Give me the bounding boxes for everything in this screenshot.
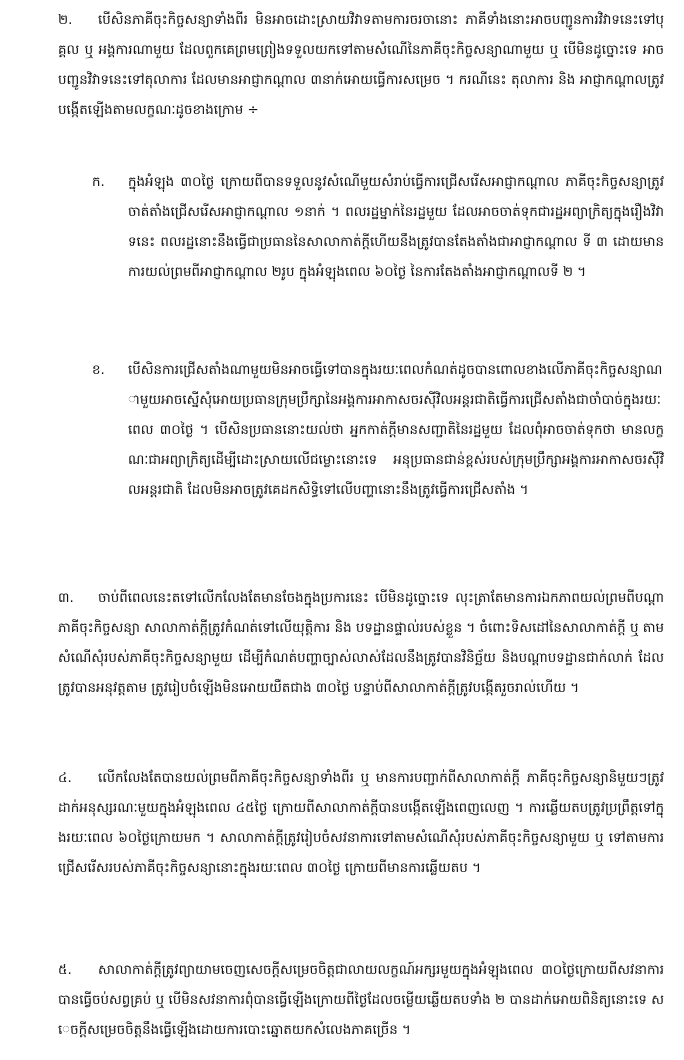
paragraph-2 bbox=[58, 6, 664, 126]
paragraph-number: ៤. bbox=[58, 771, 72, 786]
subparagraph-text: ក្នុងអំឡុង ៣០ថ្ងៃ ក្រោយពីបានទទួលនូវសំណើមួយសំរាប់ធ្វើការជ្រើសរើសអាជ្ញាកណ្តាល ភាគីចុះកិច្ចសន្យាត្រូវចាត់តាំងជ្រើសរើសអាជ្ញាកណ្តាល ១នាក់ ។ ពលរដ្ឋម្នាក់នៃរដ្ឋមួយ ដែលអាចចាត់ទុកជារដ្ឋអព្យាក្រិត្យក្នុងរឿងវិវាទនេះ ពលរដ្ឋនោះនឹងធ្វើជាប្រធាននៃសាលាកាត់ក្តីហើយនឹងត្រូវបានតែងតាំងជាអាជ្ញាកណ្តាល ទី ៣ ដោយមានការយល់ព្រមពីអាជ្ញាកណ្តាល ២រូប ក្នុងអំឡុងពេល ៦០ថ្ងៃ នៃការតែងតាំងអាជ្ញាកណ្តាលទី ២ ។ bbox=[128, 175, 664, 280]
paragraph-4 bbox=[58, 764, 664, 884]
subparagraph-a bbox=[92, 168, 664, 288]
paragraph-3 bbox=[58, 584, 664, 704]
paragraph-text: សាលាកាត់ក្តីត្រូវព្យាយាមចេញសេចក្តីសម្រេចចិត្តជាលាយលក្ខណ៍អក្សរមួយក្នុងអំឡុងពេល ៣០ថ្ងៃក្រោយពីសវនាការបានធ្វើចប់សព្វគ្រប់ ឬ បើមិនសវនាការពុំបានធ្វើឡើងក្រោយពីថ្ងៃដែលចម្លើយឆ្លើយតបទាំង ២ បានដាក់អោយពិនិត្យនោះទេ សេចក្តីសម្រេចចិត្តនឹងធ្វើឡើងដោយការបោះឆ្នោតយកសំលេងភាគច្រើន ។ bbox=[58, 963, 664, 1038]
paragraph-number: ២. bbox=[58, 13, 73, 28]
paragraph-number: ៣. bbox=[58, 591, 74, 606]
paragraph-5 bbox=[58, 956, 664, 1046]
paragraph-number: ៥. bbox=[58, 963, 72, 978]
paragraph-text: ចាប់ពីពេលនេះតទៅលើកលែងតែមានចែងក្នុងប្រការនេះ បើមិនដូច្នោះទេ លុះត្រាតែមានការឯកភាពយល់ព្រមពីបណ្តាភាគីចុះកិច្ចសន្យា សាលាកាត់ក្តីត្រូវកំណត់ទៅលើយុត្តិការ និង បទដ្ឋានផ្ទាល់របស់ខ្លួន ។ ចំពោះទិសដៅនៃសាលាកាត់ក្តី ឬ តាមសំណើសុំរបស់ភាគីចុះកិច្ចសន្យាមួយ ដើម្បីកំណត់បញ្ហាច្បាស់លាស់ដែលនឹងត្រូវបានវិនិច្ឆ័យ និងបណ្តាបទដ្ឋានជាក់លាក់ ដែលត្រូវបានអនុវត្តតាម ត្រូវរៀបចំឡើងមិនអោយយឺតជាង ៣០ថ្ងៃ បន្ទាប់ពីសាលាកាត់ក្តីត្រូវបង្កើតរួចរាល់ហើយ ។ bbox=[58, 591, 664, 696]
subparagraph-letter: ក. bbox=[92, 175, 105, 190]
subparagraph-b bbox=[92, 356, 664, 506]
paragraph-text: លើកលែងតែបានយល់ព្រមពីភាគីចុះកិច្ចសន្យាទាំងពីរ ឬ មានការបញ្ជាក់ពីសាលាកាត់ក្តី ភាគីចុះកិច្ចសន្យានិមួយៗត្រូវដាក់អនុស្សរណៈមួយក្នុងអំឡុងពេល ៤៥ថ្ងៃ ក្រោយពីសាលាកាត់ក្តីបានបង្កើតឡើងពេញលេញ ។ ការឆ្លើយតបត្រូវប្រព្រឹត្តទៅក្នុងរយៈពេល ៦០ថ្ងៃក្រោយមក ។ សាលាកាត់ក្តីត្រូវរៀបចំសវនាការទៅតាមសំណើសុំរបស់ភាគីចុះកិច្ចសន្យាមួយ ឬ ទៅតាមការជ្រើសរើសរបស់ភាគីចុះកិច្ចសន្យានោះក្នុងរយៈពេល ៣០ថ្ងៃ ក្រោយពីមានការឆ្លើយតប ។ bbox=[58, 771, 664, 876]
paragraph-text: បើសិនភាគីចុះកិច្ចសន្យាទាំងពីរ មិនអាចដោះស្រាយវិវាទតាមការចរចានោះ ភាគីទាំងនោះអាចបញ្ជូនការវិវាទនេះទៅបុគ្គល ឬ អង្គការណាមួយ ដែលពួកគេព្រមព្រៀងទទួលយកទៅតាមសំណើនៃភាគីចុះកិច្ចសន្យាណាមួយ ឬ បើមិនដូច្នោះទេ អាចបញ្ជូនវិវាទនេះទៅតុលាការ ដែលមានអាជ្ញាកណ្តាល ៣នាក់អោយធ្វើការសម្រេច ។ ករណីនេះ តុលាការ និង អាជ្ញាកណ្តាលត្រូវបង្កើតឡើងតាមលក្ខណៈដូចខាងក្រោម ÷ bbox=[58, 13, 664, 118]
subparagraph-letter: ខ. bbox=[92, 363, 105, 378]
subparagraph-text: បើសិនការជ្រើសតាំងណាមួយមិនអាចធ្វើទៅបានក្នុងរយៈពេលកំណត់ដូចបានពោលខាងលើភាគីចុះកិច្ចសន្យាណាមួយអាចស្នើសុំអោយប្រធានក្រុមប្រឹក្សានៃអង្គការអាកាសចរស៊ីវិលអន្តរជាតិធ្វើការជ្រើសតាំងជាចាំបាច់ក្នុងរយៈពេល ៣០ថ្ងៃ ។ បើសិនប្រធាននោះយល់ថា អ្នកកាត់ក្តីមានសញ្ជាតិនៃរដ្ឋមួយ ដែលពុំអាចចាត់ទុកថា មានលក្ខណៈជាអព្យាក្រិត្យដើម្បីដោះស្រាយលើជម្លោះនោះទេ អនុប្រធានជាន់ខ្ពស់របស់ក្រុមប្រឹក្សាអង្គការអាកាសចរស៊ីវិលអន្តរជាតិ ដែលមិនអាចត្រូវគេដកសិទ្ធិទៅលើបញ្ហានោះនឹងត្រូវធ្វើការជ្រើសតាំង ។ bbox=[128, 363, 664, 498]
